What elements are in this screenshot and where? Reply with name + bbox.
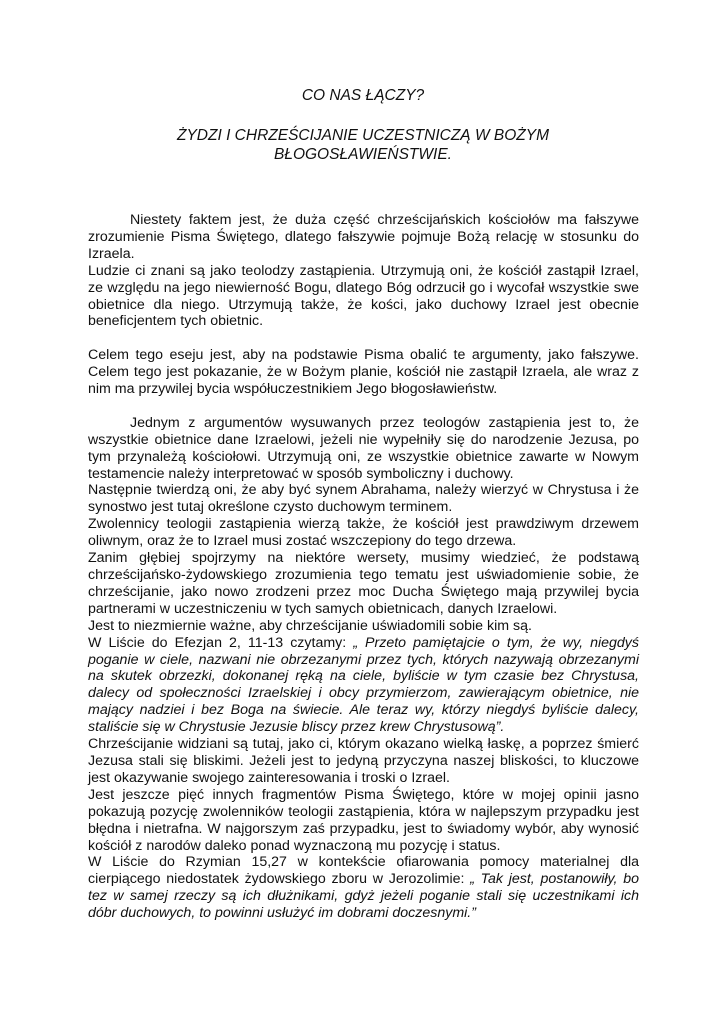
paragraph-10: Chrześcijanie widziani są tutaj, jako ci, którym okazano wielką łaskę, a poprzez śmierć Jezusa stali się bliskimi. Jeżeli jest to jedyną przyczyna naszej bliskości, to kluczowe jest okazywanie swojego zainteresowania i troski o Izrael. [88, 736, 639, 786]
document-subtitle [88, 126, 638, 164]
paragraph-9 [88, 635, 639, 736]
paragraph-12 [88, 854, 639, 922]
paragraph-2: Ludzie ci znani są jako teolodzy zastąpienia. Utrzymują oni, że kościół zastąpił Izrael, ze względu na jego niewierność Bogu, dlatego Bóg odrzucił go i wycofał wszystkie swe obietnice dla niego. Utrzymują także, że kości, jako duchowy Izrael jest obecnie beneficjentem tych obietnic. [88, 262, 639, 330]
document-title: CO NAS ŁĄCZY? [301, 87, 425, 104]
romans-quote: „ Tak jest, postanowiły, bo tez w samej rzeczy są ich dłużnikami, gdyż jeżeli poganie stali się uczestnikami ich dóbr duchowych, to powinni usłużyć im dobrami doczesnymi.” [88, 871, 639, 922]
paragraph-1: Niestety faktem jest, że duża część chrześcijańskich kościołów ma fałszywe zrozumienie Pisma Świętego, dlatego fałszywie pojmuje Bożą relację w stosunku do Izraela. [88, 212, 639, 262]
subtitle-line-2: BŁOGOSŁAWIEŃSTWIE. [273, 146, 452, 163]
document-body [88, 212, 639, 922]
subtitle-line-1: ŻYDZI I CHRZEŚCIJANIE UCZESTNICZĄ W BOŻYM [176, 127, 549, 144]
paragraph-4: Jednym z argumentów wysuwanych przez teologów zastąpienia jest to, że wszystkie obietnice dane Izraelowi, jeżeli nie wypełniły się do narodzenie Jezusa, po tym przynależą kościołowi. Utrzymują oni, ze wszystkie obietnice zawarte w Nowym testamencie należy interpretować w sposób symboliczny i duchowy. [88, 414, 639, 482]
paragraph-3: Celem tego eseju jest, aby na podstawie Pisma obalić te argumenty, jako fałszywe. Celem tego jest pokazanie, że w Bożym planie, kościół nie zastąpił Izraela, ale wraz z nim ma przywilej bycia współuczestnikiem Jego błogosławieństw. [88, 347, 639, 398]
paragraph-11: Jest jeszcze pięć innych fragmentów Pisma Świętego, które w mojej opinii jasno pokazują pozycję zwolenników teologii zastąpienia, która w najlepszym przypadku jest błędna i nietrafna. W najgorszym zaś przypadku, jest to świadomy wybór, aby wynosić kościół z narodów daleko ponad wyznaczoną mu pozycję i status. [88, 786, 639, 854]
paragraph-9-intro: W Liście do Efezjan 2, 11-13 czytamy: [88, 634, 354, 651]
paragraph-8: Jest to niezmiernie ważne, aby chrześcijanie uświadomili sobie kim są. [88, 617, 532, 634]
paragraph-5: Następnie twierdzą oni, że aby być synem Abrahama, należy wierzyć w Chrystusa i że synostwo jest tutaj określone czysto duchowym terminem. [88, 482, 639, 516]
paragraph-7: Zanim głębiej spojrzymy na niektóre wersety, musimy wiedzieć, że podstawą chrześcijańsko-żydowskiego zrozumienia tego tematu jest uświadomienie sobie, że chrześcijanie, jako nowo zrodzeni przez moc Ducha Świętego mają przywilej bycia partnerami w uczestniczeniu w tych samych obietnicach, danych Izraelowi. [88, 550, 639, 617]
paragraph-12-intro: W Liście do Rzymian 15,27 w kontekście ofiarowania pomocy materialnej dla cierpiącego niedostatek żydowskiego zboru w Jerozolimie: [88, 854, 639, 888]
ephesians-quote: „ Przeto pamiętajcie o tym, że wy, niegdyś poganie w ciele, nazwani nie obrzezanymi przez tych, których nazywają obrzezanymi na skutek obrzezki, dokonanej ręką na ciele, byliście w tym czasie bez Chrystusa, dalecy od społeczności Izraelskiej i obcy przymierzom, zawierającym obietnice, nie mający nadziei i bez Boga na świecie. Ale teraz wy, którzy niegdyś byliście dalecy, staliście się w Chrystusie Jezusie bliscy przez krew Chrystusową”. [88, 634, 639, 736]
paragraph-6: Zwolennicy teologii zastąpienia wierzą także, że kościół jest prawdziwym drzewem oliwnym, oraz że to Izrael musi zostać wszczepiony do tego drzewa. [88, 516, 639, 550]
